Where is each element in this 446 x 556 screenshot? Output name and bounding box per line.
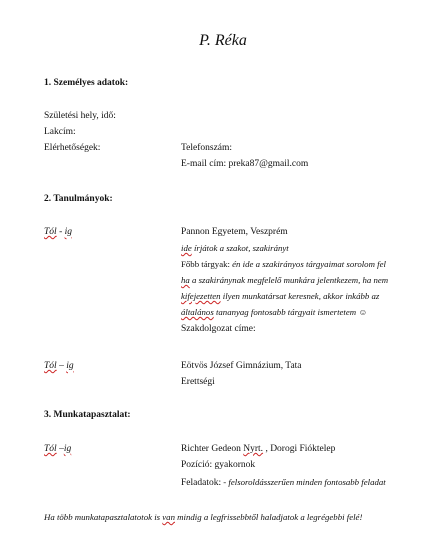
footer-note (44, 511, 362, 523)
education-2-degree: Erettségi (181, 377, 215, 387)
company-name: Richter Gedeon (181, 444, 244, 454)
major-text: írjátok a szakot, szakirányt (191, 243, 289, 253)
education-1-major (181, 242, 289, 254)
date-from: Tól (44, 444, 57, 454)
squiggle-word: kifejezetten (181, 291, 221, 301)
subjects-text: tananyag fontosabb tárgyait ismertetem ☺ (213, 307, 368, 317)
work-1-tasks (181, 476, 386, 489)
email-value: preka87@gmail.com (228, 159, 309, 169)
work-1-company (181, 443, 335, 455)
page-title: P. Réka (199, 32, 247, 49)
tasks-value: - felsoroldásszerűen minden fontosabb feladat (221, 477, 386, 487)
date-from: Tól (44, 361, 57, 371)
address-label: Lakcím: (44, 127, 76, 137)
date-to: ig (66, 361, 74, 371)
squiggle-word: van (162, 512, 175, 522)
thesis-label: Szakdolgozat címe: (181, 324, 256, 334)
education-1-subjects (181, 258, 386, 270)
education-1-subjects-line2 (181, 274, 388, 286)
subjects-text: én ide a szakirányos tárgyaimat sorolom fel (232, 259, 386, 269)
date-sep: – (56, 444, 64, 454)
date-sep: – (56, 361, 67, 371)
education-2-dates (44, 360, 74, 372)
email-line (181, 158, 308, 170)
section-heading-personal: 1. Személyes adatok: (44, 78, 129, 88)
company-suffix: Nyrt. (243, 444, 264, 454)
date-to: ig (63, 444, 72, 454)
section-heading-work: 3. Munkatapasztalat: (44, 410, 131, 420)
birth-label: Születési hely, idő: (44, 111, 116, 121)
tasks-label: Feladatok: (181, 478, 222, 488)
date-from: Tól (44, 227, 57, 237)
education-1-dates (44, 226, 72, 238)
work-1-dates (44, 443, 71, 455)
squiggle-word: általános (181, 307, 214, 317)
education-1-school: Pannon Egyetem, Veszprém (181, 227, 288, 237)
work-1-position: Pozíció: gyakornok (181, 460, 256, 470)
email-label: E-mail cím: (181, 159, 227, 169)
subjects-label: Főbb tárgyak: (181, 259, 233, 269)
subjects-text: a szakiránynak megfelelő munkára jelentkezem, ha nem (189, 275, 389, 285)
education-1-subjects-line3 (181, 290, 379, 302)
section-heading-education: 2. Tanulmányok: (44, 194, 113, 204)
footer-note-text: mindig a legfrissebbtől haladjatok a legrégebbi felé! (174, 512, 363, 522)
phone-label: Telefonszám: (181, 143, 233, 153)
date-to: ig (64, 227, 72, 237)
contact-label: Elérhetőségek: (44, 143, 101, 153)
education-1-subjects-line4 (181, 306, 367, 318)
date-sep: - (56, 227, 65, 237)
squiggle-word: ide (181, 243, 192, 253)
company-branch: , Dorogi Fióktelep (263, 444, 336, 454)
education-2-school: Eötvös József Gimnázium, Tata (181, 361, 302, 371)
subjects-text: ilyen munkatársat keresnek, akkor inkább az (220, 291, 380, 301)
footer-note-text: Ha több munkatapasztalatotok is (44, 512, 163, 522)
squiggle-word: ha (181, 275, 190, 285)
